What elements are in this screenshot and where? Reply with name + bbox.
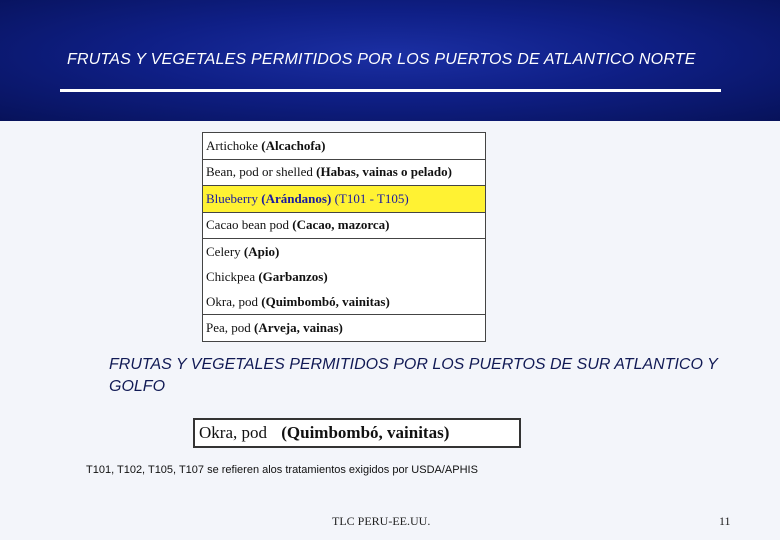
table-row	[203, 315, 486, 342]
common-name: Cacao bean pod	[206, 217, 290, 233]
spanish-name: (Apio)	[243, 243, 280, 259]
slide-header	[0, 0, 780, 121]
treatment-footnote: T101, T102, T105, T107 se refieren alos tratamientos exigidos por USDA/APHIS	[86, 464, 478, 476]
spanish-name: (Habas, vainas o pelado)	[316, 164, 452, 180]
table-cell	[203, 212, 486, 239]
common-name: Celery	[206, 243, 241, 259]
table-cell	[203, 133, 486, 160]
common-name: Okra, pod	[199, 423, 267, 442]
treatment-note: (T101 - T105)	[334, 190, 409, 206]
table-cell	[203, 239, 486, 265]
spanish-name: (Cacao, mazorca)	[292, 217, 390, 233]
slide-title: FRUTAS Y VEGETALES PERMITIDOS POR LOS PUERTOS DE ATLANTICO NORTE	[67, 51, 696, 68]
common-name: Okra, pod	[206, 293, 258, 309]
spanish-name: (Alcachofa)	[261, 137, 326, 153]
spanish-name: (Arándanos)	[261, 190, 332, 206]
common-name: Bean, pod or shelled	[206, 164, 313, 180]
table-row	[203, 159, 486, 186]
table-row	[203, 264, 486, 289]
table-cell	[203, 159, 486, 186]
table-cell	[203, 264, 486, 289]
common-name: Artichoke	[206, 137, 258, 153]
table-cell	[203, 315, 486, 342]
common-name: Chickpea	[206, 268, 256, 284]
title-underline	[60, 89, 721, 92]
page-number: 11	[719, 514, 731, 528]
north-atlantic-table	[202, 132, 486, 342]
footer-text: TLC PERU-EE.UU.	[332, 514, 431, 528]
table-row	[203, 289, 486, 315]
common-name: Pea, pod	[206, 320, 251, 336]
table-row	[203, 239, 486, 265]
table-row	[203, 133, 486, 160]
common-name: Blueberry	[206, 190, 258, 206]
spanish-name: (Arveja, vainas)	[254, 320, 343, 336]
spanish-name: (Quimbombó, vainitas)	[281, 423, 450, 442]
table-cell	[203, 186, 486, 213]
table-row	[203, 212, 486, 239]
south-atlantic-section-title: FRUTAS Y VEGETALES PERMITIDOS POR LOS PUERTOS DE SUR ATLANTICO Y GOLFO	[109, 356, 718, 395]
spanish-name: (Quimbombó, vainitas)	[261, 293, 390, 309]
table-row-highlighted	[203, 186, 486, 213]
spanish-name: (Garbanzos)	[258, 268, 328, 284]
table-cell	[203, 289, 486, 315]
south-atlantic-item-box	[193, 418, 521, 448]
